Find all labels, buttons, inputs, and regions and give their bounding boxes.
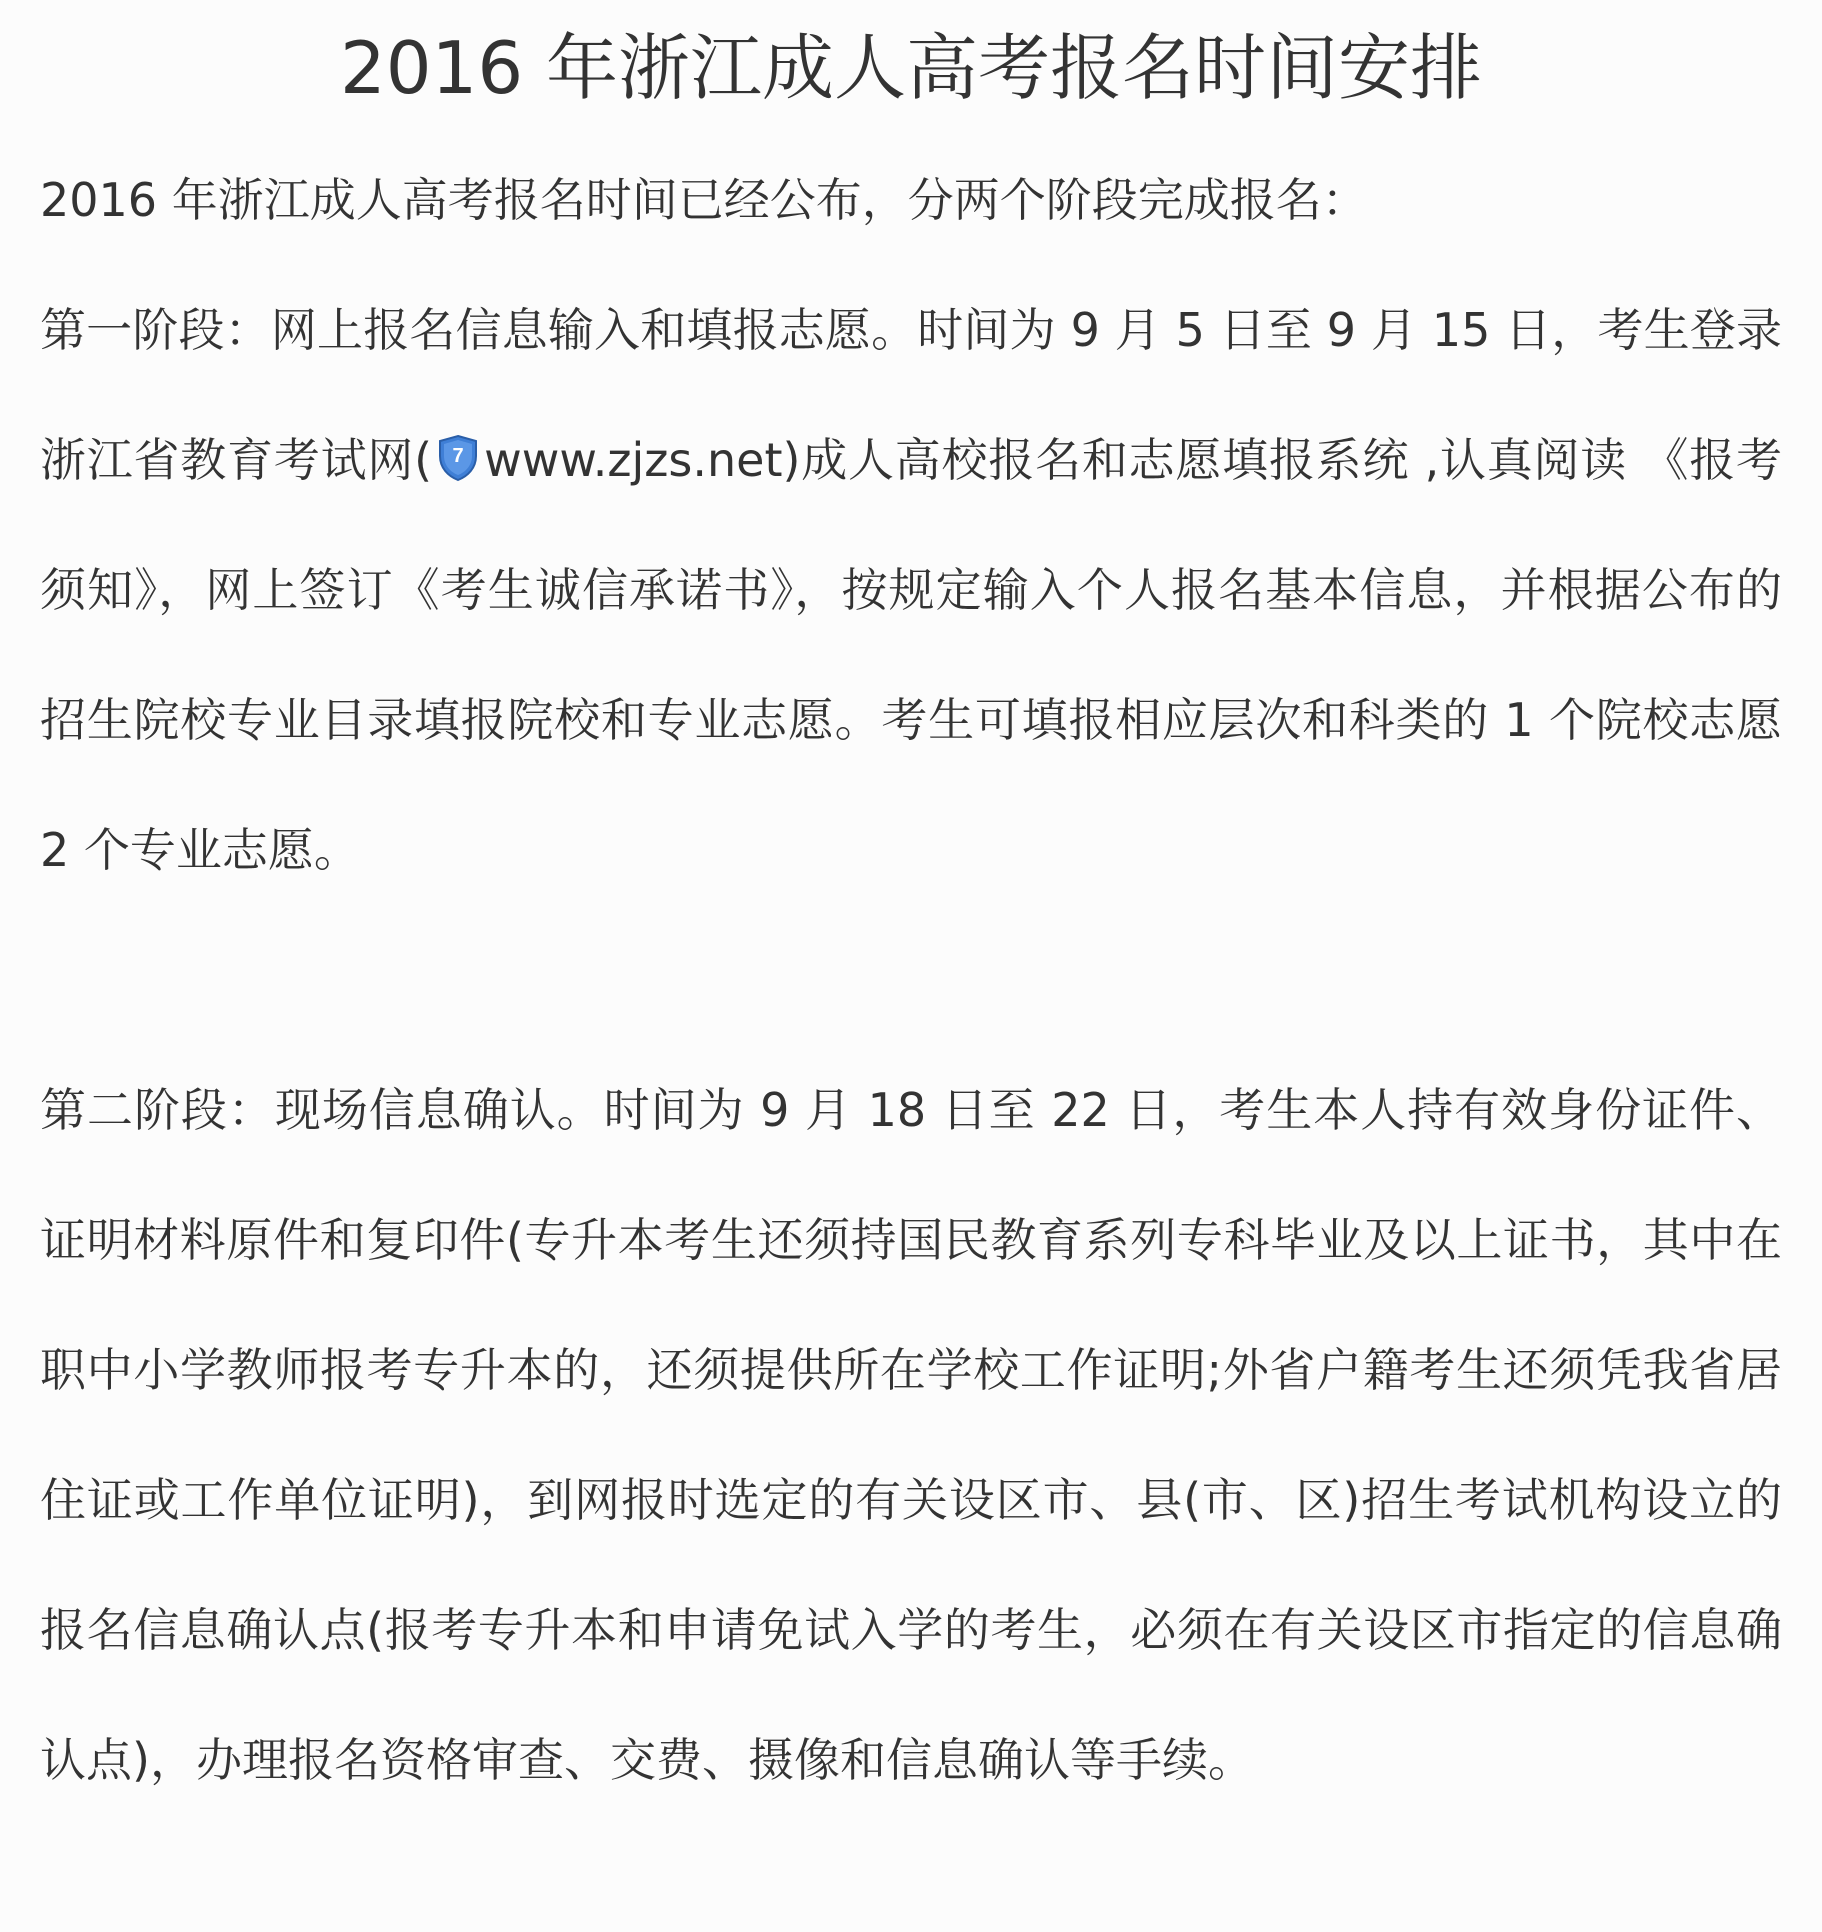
intro-paragraph: 2016 年浙江成人高考报名时间已经公布，分两个阶段完成报名： (40, 173, 1368, 227)
shield-icon-label: 7 (452, 445, 464, 467)
stage-two-paragraph: 第二阶段：现场信息确认。时间为 9 月 18 日至 22 日，考生本人持有效身份证件、证明材料原件和复印件(专升本考生还须持国民教育系列专科毕业及以上证书，其中在职中小学教师报考专升本的，还须提供所在学校工作证明;外省户籍考生还须凭我省居住证或工作单位证明)，到网报时选定的有关设区市、县(市、区)招生考试机构设立的报名信息确认点(报考专升本和申请免试入学的考生，必须在有关设区市指定的信息确认点)，办理报名资格审查、交费、摄像和信息确认等手续。 (40, 1083, 1782, 1787)
page-title: 2016 年浙江成人高考报名时间安排 (339, 26, 1483, 110)
shield-icon (436, 434, 480, 482)
zjzs-link[interactable]: www.zjzs.net (484, 433, 783, 487)
stage-one-paragraph (40, 265, 1782, 915)
stage-one-text-after-link: )成人高校报名和志愿填报系统 ,认真阅读 《报考须知》，网上签订《考生诚信承诺书》，按规定输入个人报名基本信息，并根据公布的招生院校专业目录填报院校和专业志愿。考生可填报相应层次和科类的 1 个院校志愿 2 个专业志愿。 (40, 433, 1782, 877)
stage-one-text-before-link: 第一阶段：网上报名信息输入和填报志愿。时间为 9 月 5 日至 9 月 15 日，考生登录浙江省教育考试网( (40, 303, 1782, 487)
